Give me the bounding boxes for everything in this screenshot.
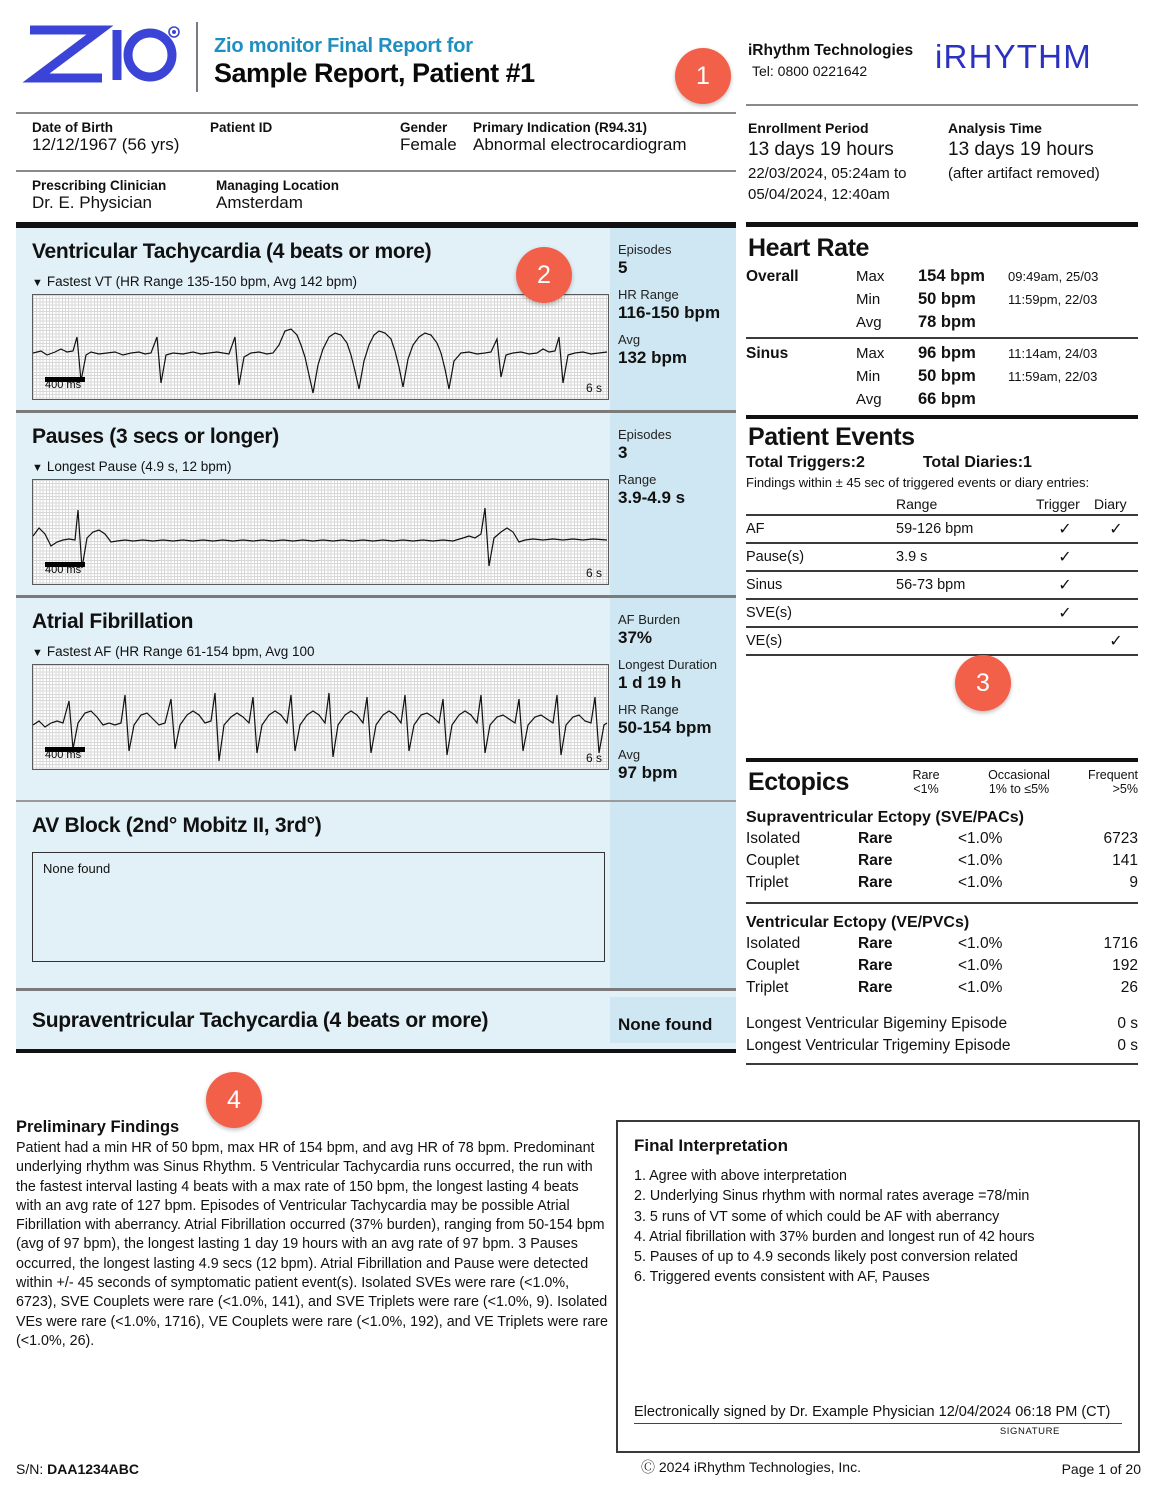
caret-down-icon: ▼ [32, 277, 43, 289]
table-row: Min 50 bpm 11:59pm, 22/03 [856, 290, 1098, 308]
list-item: 4. Atrial fibrillation with 37% burden and longest run of 42 hours [634, 1228, 1035, 1245]
check-icon: ✓ [1036, 543, 1094, 571]
patient-events-title: Patient Events [748, 423, 915, 451]
section-supraventricular-tachycardia [16, 991, 736, 1049]
ectopics-key-occasional: Occasional 1% to ≤5% [988, 768, 1050, 797]
preliminary-findings-heading: Preliminary Findings [16, 1118, 180, 1136]
page-title: Sample Report, Patient #1 [214, 58, 535, 88]
final-interpretation-heading: Final Interpretation [634, 1136, 788, 1155]
stats-panel-af: AF Burden 37% Longest Duration 1 d 19 h HR Range 50-154 bpm Avg 97 bpm [610, 598, 736, 800]
strip-duration-af: 6 s [585, 751, 602, 765]
table-row: Isolated Rare <1.0% 6723 [746, 830, 1138, 847]
strip-duration-vt: 6 s [585, 381, 602, 395]
ectopics-table-ve [746, 933, 1138, 999]
section-title-vt: Ventricular Tachycardia (4 beats or more) [32, 240, 432, 263]
table-row: Overall Max 154 bpm 09:49am, 25/03 [746, 267, 1099, 285]
signature-block [634, 1404, 1122, 1437]
calibration-marker-af: 400 ms [45, 747, 85, 761]
table-row: Triplet Rare <1.0% 9 [746, 874, 1138, 891]
heart-rate-divider [746, 337, 1138, 339]
ectopics-title: Ectopics [748, 768, 849, 796]
table-header-row: Range Trigger Diary [746, 495, 1138, 515]
check-icon: ✓ [1036, 571, 1094, 599]
ectopics-divider [746, 902, 1138, 904]
section-title-pauses: Pauses (3 secs or longer) [32, 425, 279, 448]
list-item: 5. Pauses of up to 4.9 seconds likely post conversion related [634, 1249, 1018, 1266]
divider-right-heavy [746, 222, 1138, 227]
report-header [0, 0, 1157, 112]
stats-panel-svt: None found [610, 997, 736, 1043]
section-title-af: Atrial Fibrillation [32, 610, 194, 633]
annotation-badge-1[interactable]: 1 [675, 48, 731, 104]
gender-field: Gender Female [400, 120, 457, 154]
caret-down-icon: ▼ [32, 647, 43, 659]
heart-rate-block [746, 234, 1138, 411]
list-item: 3. 5 runs of VT some of which could be AF with aberrancy [634, 1208, 1000, 1225]
ecg-strip-vt[interactable] [32, 294, 609, 400]
table-row: Isolated Rare <1.0% 1716 [746, 935, 1138, 952]
check-icon: ✓ [1094, 627, 1138, 655]
irhythm-logo: iRHYTHM [935, 38, 1092, 75]
divider-right-top [746, 104, 1138, 106]
patient-id-field: Patient ID [210, 120, 273, 135]
section-av-block [16, 802, 736, 988]
ectopics-table-sve [746, 828, 1138, 894]
list-item: 1. Agree with above interpretation [634, 1168, 848, 1184]
list-item: 2. Underlying Sinus rhythm with normal rates average =78/min [634, 1188, 1030, 1205]
stats-panel-pauses: Episodes 3 Range 3.9-4.9 s [610, 413, 736, 595]
summary-divider-1 [746, 415, 1138, 419]
heart-rate-table [746, 265, 1138, 334]
av-block-none-found-box: None found [32, 852, 605, 962]
primary-indication-field: Primary Indication (R94.31) Abnormal electrocardiogram [473, 120, 687, 154]
table-row: SVE(s) ✓ [746, 599, 1138, 627]
patient-events-note: Findings within ± 45 sec of triggered events or diary entries: [746, 475, 1090, 490]
table-row: Sinus 56-73 bpm ✓ [746, 571, 1138, 599]
stats-panel-vt: Episodes 5 HR Range 116-150 bpm Avg 132 bpm [610, 228, 736, 410]
table-row: Avg 78 bpm [856, 313, 976, 331]
table-row: VE(s) ✓ [746, 627, 1138, 655]
final-interpretation-list [634, 1166, 1122, 1288]
copyright-notice: Ⓒ 2024 iRhythm Technologies, Inc. [641, 1459, 861, 1475]
serial-number: S/N: DAA1234ABC [16, 1461, 139, 1477]
annotation-badge-3[interactable]: 3 [955, 655, 1011, 711]
strip-caption-pauses: ▼ Longest Pause (4.9 s, 12 bpm) [32, 459, 232, 474]
table-row: Avg 66 bpm [856, 390, 976, 408]
table-row: Min 50 bpm 11:59am, 22/03 [856, 367, 1098, 385]
enrollment-period: Enrollment Period 13 days 19 hours 22/03/2024, 05:24am to 05/04/2024, 12:40am [748, 120, 907, 203]
company-name: iRhythm Technologies [748, 42, 914, 59]
ecg-strip-pauses[interactable] [32, 479, 609, 585]
caret-down-icon: ▼ [32, 462, 43, 474]
section-divider-5 [16, 1049, 736, 1053]
check-icon: ✓ [1036, 599, 1094, 627]
calibration-marker-pauses: 400 ms [45, 562, 85, 576]
summary-panel [746, 230, 1138, 1068]
section-atrial-fibrillation [16, 598, 736, 800]
table-row: Couplet Rare <1.0% 192 [746, 957, 1138, 974]
prescribing-clinician-field: Prescribing Clinician Dr. E. Physician [32, 178, 167, 212]
ectopics-group-sve-title: Supraventricular Ectopy (SVE/PACs) [746, 809, 1024, 826]
sinus-rate-table [746, 342, 1138, 411]
signature-text: Electronically signed by Dr. Example Physician 12/04/2024 06:18 PM (CT) [634, 1404, 1122, 1424]
ectopics-block [746, 766, 1138, 1065]
arrhythmia-sections [16, 228, 736, 1053]
strip-duration-pauses: 6 s [585, 566, 602, 580]
analysis-time: Analysis Time 13 days 19 hours (after artifact removed) [948, 120, 1100, 182]
header-divider [196, 22, 198, 92]
ectopics-group-ve-title: Ventricular Ectopy (VE/PVCs) [746, 914, 970, 931]
patient-events-block [746, 423, 1138, 656]
check-icon [1094, 599, 1138, 627]
table-row: Couplet Rare <1.0% 141 [746, 852, 1138, 869]
heart-rate-title: Heart Rate [748, 234, 870, 262]
section-pauses [16, 413, 736, 595]
check-icon: ✓ [1036, 515, 1094, 543]
table-row: Pause(s) 3.9 s ✓ [746, 543, 1138, 571]
check-icon: ✓ [1094, 515, 1138, 543]
ectopics-key-frequent: Frequent >5% [1087, 768, 1138, 797]
summary-divider-2 [746, 758, 1138, 762]
ectopics-header [746, 766, 1138, 806]
summary-divider-3 [746, 1063, 1138, 1065]
check-icon [1094, 543, 1138, 571]
strip-caption-af: ▼ Fastest AF (HR Range 61-154 bpm, Avg 100 [32, 644, 315, 659]
table-row: Sinus Max 96 bpm 11:14am, 24/03 [746, 344, 1098, 362]
ecg-strip-af[interactable] [32, 664, 609, 770]
strip-caption-vt: ▼ Fastest VT (HR Range 135-150 bpm, Avg 142 bpm) [32, 274, 358, 289]
patient-events-table [746, 495, 1138, 656]
signature-caption: SIGNATURE [999, 1426, 1060, 1437]
stats-panel-av-block [610, 802, 736, 988]
longest-trigeminy-row: Longest Ventricular Trigeminy Episode 0 s [746, 1037, 1138, 1054]
preliminary-findings [16, 1118, 608, 1351]
report-subtitle: Zio monitor Final Report for [214, 35, 473, 57]
calibration-marker-vt: 400 ms [45, 377, 85, 391]
preliminary-findings-body: Patient had a min HR of 50 bpm, max HR of 154 bpm, and avg HR of 78 bpm. Predominant underlying rhythm was Sinus Rhythm. 5 Ventricular Tachycardia runs occurred, the run with the fastest interval lasting 4 beats with a max rate of 150 bpm, the longest lasting 4 beats with an avg rate of 127 bpm. Episodes of Ventricular Tachycardia may be possible Atrial Fibrillation with aberrancy. Atrial Fibrillation occurred (37% burden), ranging from 50-154 bpm (avg of 97 bpm), the longest lasting 1 day 19 hours with an avg rate of 97 bpm. 3 Pauses occurred, the longest lasting 4.9 secs (12 bpm). Atrial Fibrillation and Pause were detected within +/- 45 seconds of symptomatic patient event(s). Isolated SVEs were rare (<1.0%, 6723), SVE Couplets were rare (<1.0%, 141), and SVE Triplets were rare (<1.0%, 9). Isolated VEs were rare (<1.0%, 1716), VE Couplets were rare (<1.0%, 192), and VE Triplets were rare (<1.0%, 26). [16, 1140, 609, 1349]
section-title-av-block: AV Block (2nd° Mobitz II, 3rd°) [32, 814, 322, 837]
section-title-svt: Supraventricular Tachycardia (4 beats or more) [32, 1009, 489, 1032]
annotation-badge-4[interactable]: 4 [206, 1072, 262, 1128]
zio-logo [22, 22, 182, 88]
section-ventricular-tachycardia [16, 228, 736, 410]
ectopics-key-rare: Rare <1% [912, 768, 940, 797]
list-item: 6. Triggered events consistent with AF, Pauses [634, 1269, 930, 1286]
longest-bigeminy-row: Longest Ventricular Bigeminy Episode 0 s [746, 1015, 1138, 1032]
final-interpretation [616, 1120, 1140, 1453]
check-icon [1094, 571, 1138, 599]
divider-left-mid [16, 170, 736, 172]
company-phone: Tel: 0800 0221642 [752, 63, 868, 79]
dob-field: Date of Birth 12/12/1967 (56 yrs) [32, 120, 180, 154]
table-row: Triplet Rare <1.0% 26 [746, 979, 1138, 996]
annotation-badge-2[interactable]: 2 [516, 247, 572, 303]
divider-left-top [16, 112, 736, 114]
managing-location-field: Managing Location Amsterdam [216, 178, 339, 212]
page-number: Page 1 of 20 [1061, 1461, 1141, 1477]
check-icon [1036, 627, 1094, 655]
table-row: AF 59-126 bpm ✓ ✓ [746, 515, 1138, 543]
patient-events-totals: Total Triggers:2 Total Diaries:1 [746, 454, 1032, 471]
